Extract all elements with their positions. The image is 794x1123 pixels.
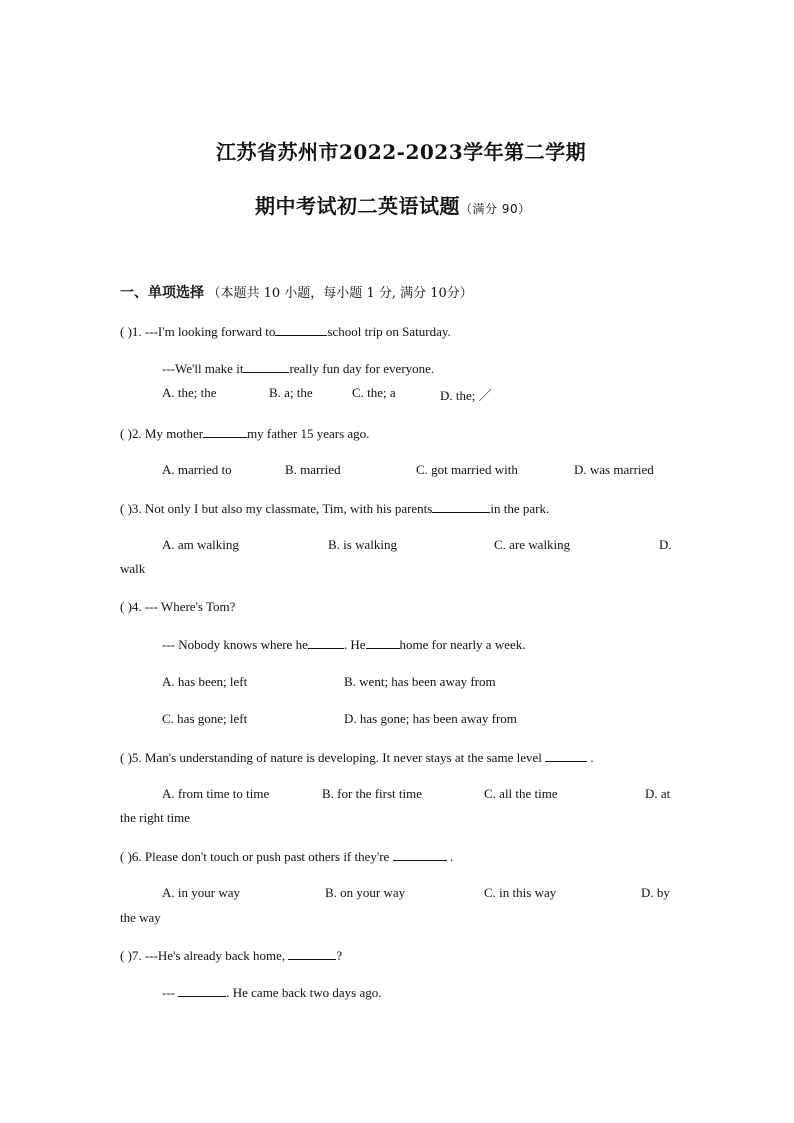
question-7: [120, 947, 342, 964]
q2-option-a: A. married to: [162, 462, 232, 477]
full-score-note: （满分 90）: [460, 202, 531, 216]
section-heading: [120, 282, 473, 302]
exam-title-text: 期中考试初二英语试题: [255, 194, 460, 218]
question-1-line2: [162, 360, 434, 377]
answer-paren: ( ): [120, 948, 132, 963]
question-2: [120, 425, 369, 442]
q4-option-a: A. has been; left: [162, 674, 248, 689]
question-stem: 5. Man's understanding of nature is developing. It never stays at the same level: [131, 750, 542, 765]
question-line: ---We'll make it: [162, 361, 244, 376]
question-stem: 6. Please don't touch or push past others if they're: [131, 849, 390, 864]
q4-option-b: B. went; has been away from: [344, 674, 496, 689]
q5-option-b: B. for the first time: [322, 786, 423, 801]
question-stem: 3. Not only I but also my classmate, Tim, with his parents: [131, 501, 433, 516]
question-stem-end: in the park.: [490, 501, 550, 516]
answer-blank: [178, 984, 226, 997]
question-4: [120, 599, 235, 615]
section-title: 一、单项选择: [120, 285, 204, 301]
q2-option-b: B. married: [285, 462, 341, 477]
exam-title-line1: 江苏省苏州市2022-2023学年第二学期: [216, 140, 587, 164]
q6-option-a: A. in your way: [162, 885, 240, 900]
question-6: [120, 848, 453, 865]
q2-option-d: D. was married: [574, 462, 654, 477]
question-3: [120, 500, 549, 517]
question-4-line2: [162, 636, 526, 653]
question-stem-end: .: [590, 750, 594, 765]
section-note: （本题共 10 小题，每小题 1 分, 满分 10分）: [207, 286, 473, 301]
q3-option-c: C. are walking: [494, 537, 571, 552]
answer-blank: [432, 500, 490, 513]
question-7-line2: [162, 984, 381, 1001]
question-5: [120, 749, 594, 766]
exam-title-line2: [255, 190, 531, 219]
q3-option-b: B. is walking: [328, 537, 397, 552]
answer-paren: ( ): [120, 849, 132, 864]
q4-option-c: C. has gone; left: [162, 711, 248, 726]
answer-blank: [545, 749, 587, 762]
q5-option-d-wrap: the right time: [120, 810, 191, 825]
answer-blank: [366, 636, 400, 649]
q6-option-c: C. in this way: [484, 885, 557, 900]
q6-option-d-wrap: the way: [120, 910, 161, 925]
question-stem: 4. --- Where's Tom?: [131, 599, 236, 614]
question-line-end: . He came back two days ago.: [226, 985, 382, 1000]
q5-option-a: A. from time to time: [162, 786, 270, 801]
q3-option-a: A. am walking: [162, 537, 239, 552]
question-1: [120, 323, 451, 340]
q5-option-c: C. all the time: [484, 786, 558, 801]
q1-option-b: B. a; the: [269, 385, 313, 400]
question-stem-end: my father 15 years ago.: [247, 426, 370, 441]
q1-option-d: D. the; ／: [440, 388, 492, 403]
question-stem-end: .: [449, 849, 454, 864]
q1-option-c: C. the; a: [352, 385, 396, 400]
question-stem: 7. ---He's already back home,: [131, 948, 286, 963]
answer-blank: [203, 425, 247, 438]
question-line-mid: . He: [343, 637, 366, 652]
answer-paren: ( ): [120, 426, 132, 441]
q6-option-b: B. on your way: [325, 885, 406, 900]
question-stem: 2. My mother: [131, 426, 204, 441]
answer-paren: ( ): [120, 324, 132, 339]
question-line: ---: [162, 985, 175, 1000]
answer-blank: [288, 947, 336, 960]
q3-option-d: D.: [659, 537, 672, 552]
q2-option-c: C. got married with: [416, 462, 518, 477]
question-stem-end: ?: [336, 948, 343, 963]
question-line-end: home for nearly a week.: [399, 637, 526, 652]
question-line: --- Nobody knows where he: [162, 637, 308, 652]
answer-blank: [243, 360, 289, 373]
answer-paren: ( ): [120, 750, 132, 765]
question-stem-end: school trip on Saturday.: [327, 324, 451, 339]
answer-paren: ( ): [120, 501, 132, 516]
answer-paren: ( ): [120, 599, 132, 614]
q4-option-d: D. has gone; has been away from: [344, 711, 517, 726]
question-line-end: really fun day for everyone.: [289, 361, 435, 376]
q5-option-d: D. at: [645, 786, 671, 801]
answer-blank: [308, 636, 344, 649]
question-stem: 1. ---I'm looking forward to: [131, 324, 276, 339]
q6-option-d: D. by: [641, 885, 670, 900]
answer-blank: [275, 323, 327, 336]
q3-option-d-wrap: walk: [120, 561, 146, 576]
q1-option-a: A. the; the: [162, 385, 217, 400]
answer-blank: [393, 848, 447, 861]
